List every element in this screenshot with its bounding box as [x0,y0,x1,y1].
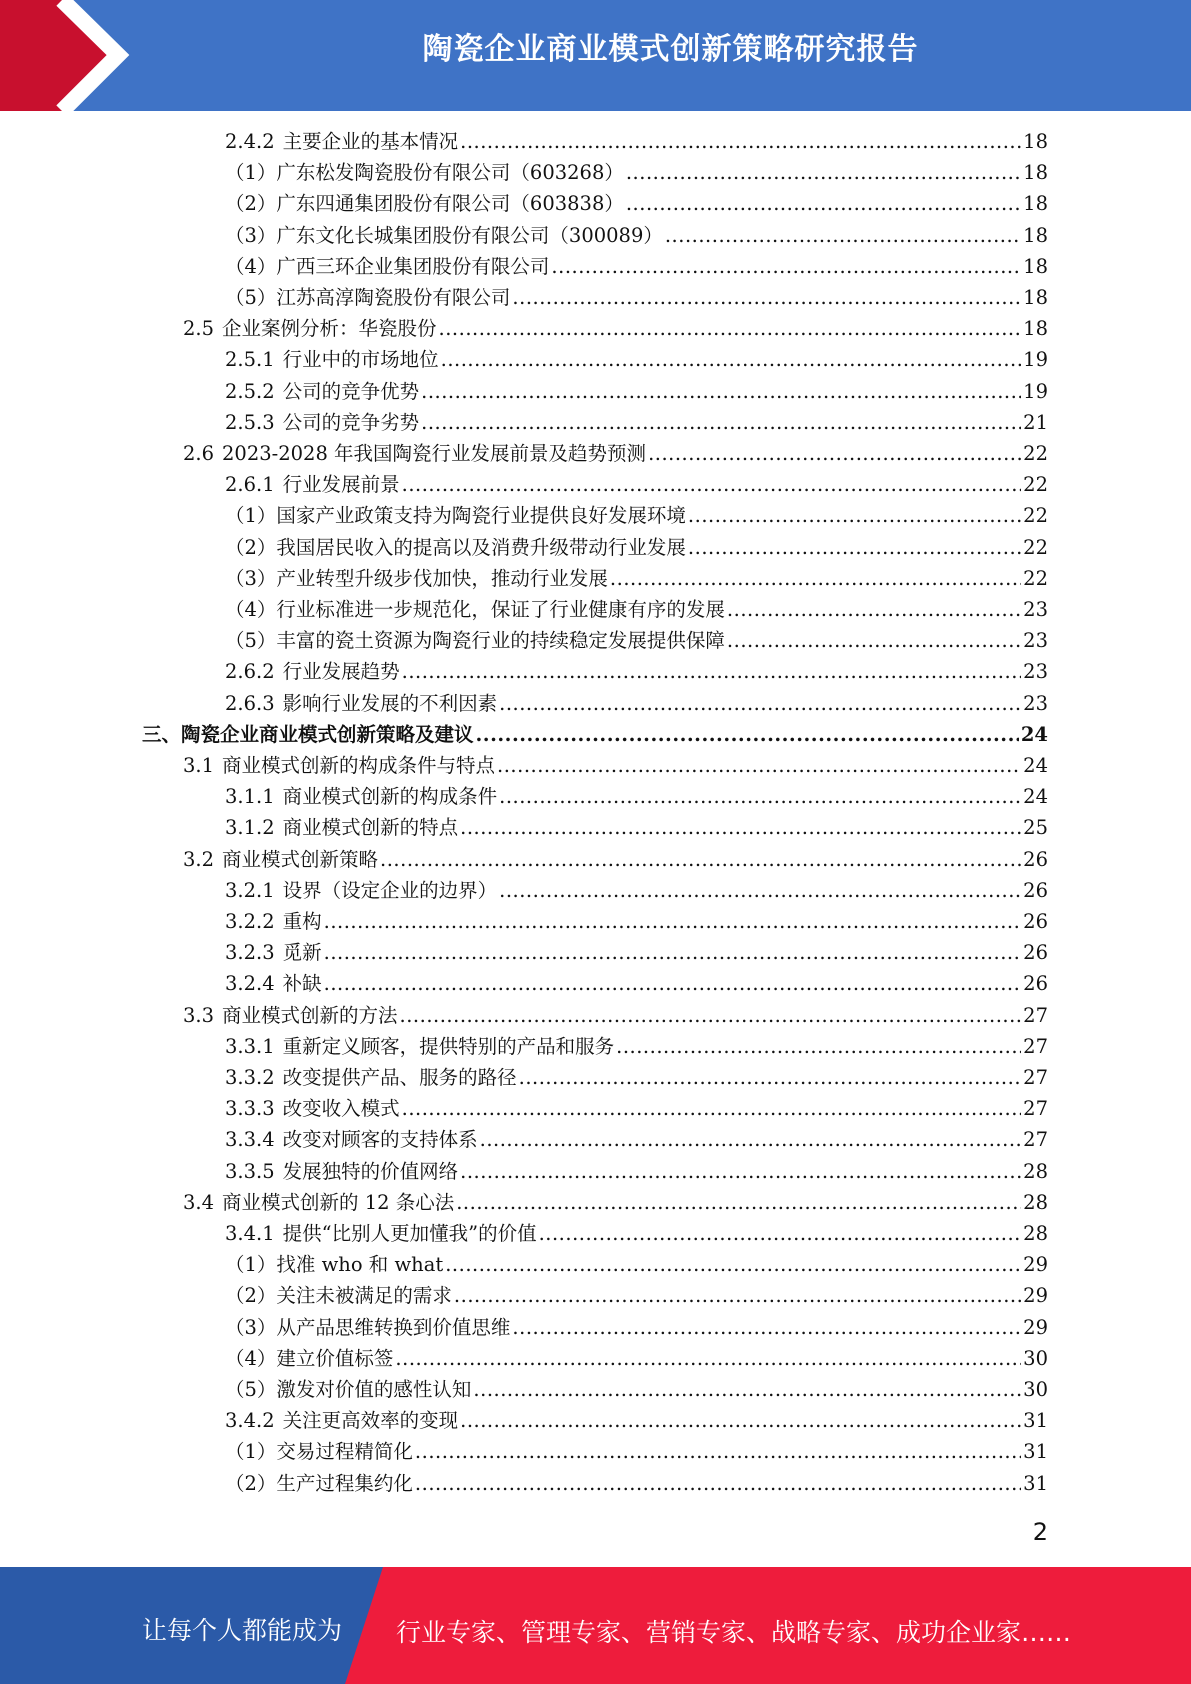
toc-entry-number: 3.4.1 [225,1222,275,1245]
toc-entry-page: 22 [1023,442,1048,465]
toc-leader-dots [727,594,1021,625]
toc-entry-title: 设界（设定企业的边界） [282,878,498,902]
toc-entry-page: 26 [1023,847,1048,871]
toc-entry[interactable] [225,282,1048,313]
toc-entry[interactable] [225,1218,1048,1249]
toc-leader-dots [688,500,1021,531]
toc-leader-dots [539,1218,1022,1249]
toc-entry-title: 影响行业发展的不利因素 [282,691,498,715]
toc-entry-page: 31 [1023,1471,1048,1495]
toc-leader-dots [480,1124,1022,1155]
toc-entry[interactable] [183,750,1048,781]
toc-entry-title: （3）从产品思维转换到价值思维 [225,1315,511,1339]
toc-leader-dots [473,1374,1021,1405]
toc-entry-title: （5）激发对价值的感性认知 [225,1378,472,1401]
toc-entry-title: 发展独特的价值网络 [282,1159,459,1183]
toc-entry-page: 31 [1023,1440,1048,1464]
toc-entry[interactable] [225,251,1048,282]
toc-entry-title: （2）关注未被满足的需求 [225,1284,452,1308]
toc-entry-number: 2.6.3 [225,691,275,715]
toc-entry-page: 18 [1023,254,1048,278]
toc-entry-page: 23 [1023,629,1048,653]
toc-leader-dots [415,1468,1021,1499]
toc-entry-title: 三、陶瓷企业商业模式创新策略及建议 [142,722,474,746]
toc-entry-title: 商业模式创新的构成条件 [282,785,498,809]
toc-entry[interactable] [225,1312,1048,1343]
toc-leader-dots [441,344,1022,375]
toc-entry-page: 26 [1023,910,1048,933]
footer-banner [0,1567,1191,1684]
toc-entry-title: （2）广东四通集团股份有限公司（603838） [225,192,624,216]
toc-entry-page: 30 [1023,1378,1048,1401]
toc-leader-dots [610,563,1021,594]
toc-entry-title: （4）建立价值标签 [225,1346,394,1370]
toc-leader-dots [626,157,1021,188]
toc-entry-title: 商业模式创新的方法 [222,1003,398,1027]
toc-leader-dots [499,781,1021,812]
toc-entry-number: 3.3.3 [225,1097,275,1121]
toc-entry-title: 改变提供产品、服务的路径 [282,1066,517,1089]
toc-entry[interactable] [225,1280,1048,1311]
toc-entry-page: 26 [1023,972,1048,996]
toc-leader-dots [499,688,1021,719]
toc-entry-title: 商业模式创新的构成条件与特点 [222,754,496,777]
toc-leader-dots [626,188,1021,219]
toc-entry-title: 商业模式创新的 12 条心法 [222,1190,455,1214]
toc-entry[interactable] [225,594,1048,625]
toc-leader-dots [497,750,1021,781]
toc-entry-page: 29 [1023,1315,1048,1339]
toc-entry-page: 27 [1023,1034,1048,1058]
toc-entry[interactable] [225,1093,1048,1124]
toc-leader-dots [499,875,1021,906]
toc-entry-page: 29 [1023,1253,1048,1277]
toc-leader-dots [400,1000,1022,1031]
toc-entry-title: （1）广东松发陶瓷股份有限公司（603268） [225,161,624,185]
toc-entry[interactable] [225,625,1048,656]
toc-entry-title: （1）找准 who 和 what [225,1253,444,1277]
toc-entry[interactable] [225,1062,1048,1093]
toc-leader-dots [616,1031,1021,1062]
toc-leader-dots [688,532,1021,563]
toc-entry-page: 18 [1023,223,1048,247]
toc-entry-page: 19 [1023,348,1048,372]
toc-entry-page: 28 [1023,1222,1048,1245]
footer-slogan-left: 让每个人都能成为 [142,1616,343,1645]
toc-entry-number: 3.1 [183,754,215,777]
toc-entry[interactable] [225,157,1048,188]
toc-entry-number: 2.5.3 [225,410,275,434]
toc-entry-number: 3.3.1 [225,1034,275,1058]
toc-entry[interactable] [225,875,1048,906]
toc-entry-number: 2.5.1 [225,348,275,372]
toc-entry-title: （1）交易过程精简化 [225,1440,413,1464]
toc-leader-dots [551,251,1021,282]
toc-entry-page: 23 [1023,598,1048,621]
toc-entry-number: 3.2.3 [225,941,275,965]
toc-entry-number: 3.4 [183,1190,215,1214]
toc-entry-page: 22 [1023,473,1048,497]
toc-entry[interactable] [225,937,1048,968]
toc-entry[interactable] [225,1468,1048,1499]
toc-entry-page: 27 [1023,1097,1048,1121]
toc-entry-number: 2.6.2 [225,660,275,684]
toc-entry-title: （5）丰富的瓷土资源为陶瓷行业的持续稳定发展提供保障 [225,629,725,653]
toc-entry-page: 18 [1023,192,1048,216]
toc-entry-number: 3.1.2 [225,816,275,840]
toc-entry-title: （5）江苏高淳陶瓷股份有限公司 [225,286,511,309]
toc-entry-page: 18 [1023,161,1048,185]
toc-leader-dots [402,1093,1022,1124]
toc-entry[interactable] [225,532,1048,563]
toc-entry[interactable] [225,1436,1048,1467]
toc-leader-dots [324,906,1022,937]
toc-entry-page: 30 [1023,1346,1048,1370]
toc-leader-dots [421,407,1021,438]
toc-entry-number: 2.5 [183,317,215,341]
toc-entry-page: 24 [1023,754,1048,777]
toc-entry-title: 行业发展趋势 [282,660,400,684]
toc-entry[interactable] [183,1187,1048,1218]
toc-leader-dots [648,438,1021,469]
toc-entry-number: 2.6.1 [225,473,275,497]
toc-entry[interactable] [225,656,1048,687]
toc-entry[interactable] [225,220,1048,251]
toc-entry-title: 改变对顾客的支持体系 [282,1128,478,1152]
toc-entry-number: 3.2.2 [225,910,275,933]
toc-entry-title: （3）广东文化长城集团股份有限公司（300089） [225,223,663,247]
toc-entry-page: 27 [1023,1003,1048,1027]
page-number: 2 [1032,1518,1048,1546]
toc-leader-dots [519,1062,1022,1093]
toc-entry-page: 21 [1023,410,1048,434]
toc-leader-dots [454,1280,1021,1311]
toc-entry-page: 18 [1023,286,1048,309]
toc-entry-page: 29 [1023,1284,1048,1308]
toc-entry-title: 重构 [282,910,322,933]
toc-entry-page: 23 [1023,691,1048,715]
toc-entry-title: 公司的竞争优势 [282,379,420,403]
toc-leader-dots [402,656,1022,687]
toc-entry-title: 商业模式创新策略 [222,847,379,871]
toc-entry-title: （1）国家产业政策支持为陶瓷行业提供良好发展环境 [225,504,686,528]
toc-entry[interactable] [183,844,1048,875]
toc-leader-dots [456,1187,1021,1218]
header-banner [0,0,1191,111]
toc-leader-dots [460,126,1021,157]
toc-entry-number: 3.3.2 [225,1066,275,1089]
toc-leader-dots [460,1156,1021,1187]
toc-entry[interactable] [225,1343,1048,1374]
toc-entry-title: 行业发展前景 [282,473,400,497]
toc-leader-dots [402,469,1022,500]
toc-entry-number: 3.2.4 [225,972,275,996]
toc-leader-dots [415,1436,1021,1467]
toc-entry[interactable] [225,1124,1048,1155]
toc-leader-dots [512,1312,1021,1343]
document-title: 陶瓷企业商业模式创新策略研究报告 [422,32,919,67]
toc-entry-title: 重新定义顾客，提供特别的产品和服务 [282,1034,615,1058]
toc-entry[interactable] [225,1405,1048,1436]
toc-entry[interactable] [225,1249,1048,1280]
toc-entry[interactable] [225,968,1048,999]
toc-entry-number: 3.3 [183,1003,215,1027]
toc-entry-title: （4）广西三环企业集团股份有限公司 [225,254,550,278]
toc-entry-title: 关注更高效率的变现 [282,1409,459,1433]
toc-entry-page: 27 [1023,1066,1048,1089]
toc-leader-dots [439,313,1022,344]
toc-entry[interactable] [225,906,1048,937]
toc-entry[interactable] [225,126,1048,157]
toc-leader-dots [421,376,1021,407]
toc-entry-title: （3）产业转型升级步伐加快，推动行业发展 [225,566,608,590]
toc-entry-title: 提供“比别人更加懂我”的价值 [282,1222,537,1245]
toc-entry[interactable] [225,563,1048,594]
toc-entry-page: 22 [1023,566,1048,590]
toc-entry-page: 26 [1023,878,1048,902]
toc-entry[interactable] [225,1374,1048,1405]
toc-entry[interactable] [142,719,1048,750]
toc-entry[interactable] [225,469,1048,500]
toc-leader-dots [380,844,1021,875]
toc-entry[interactable] [183,313,1048,344]
toc-entry-title: 行业中的市场地位 [282,348,439,372]
toc-leader-dots [665,220,1021,251]
toc-entry-page: 28 [1023,1190,1048,1214]
toc-entry-number: 3.3.5 [225,1159,275,1183]
toc-entry-number: 3.2.1 [225,878,275,902]
toc-entry[interactable] [225,376,1048,407]
toc-entry-title: （2）生产过程集约化 [225,1471,413,1495]
toc-entry-number: 3.4.2 [225,1409,275,1433]
toc-entry[interactable] [183,1000,1048,1031]
toc-entry-number: 2.4.2 [225,130,275,153]
toc-entry[interactable] [225,812,1048,843]
toc-entry-number: 2.5.2 [225,379,275,403]
toc-entry-page: 22 [1023,504,1048,528]
toc-entry-page: 31 [1023,1409,1048,1433]
toc-entry-number: 3.2 [183,847,215,871]
toc-entry-title: 公司的竞争劣势 [282,410,420,434]
toc-entry-page: 26 [1023,941,1048,965]
toc-entry-page: 24 [1020,722,1048,746]
toc-entry-number: 3.1.1 [225,785,275,809]
toc-entry[interactable] [225,407,1048,438]
toc-leader-dots [395,1343,1021,1374]
toc-entry-number: 3.3.4 [225,1128,275,1152]
toc-entry[interactable] [225,344,1048,375]
toc-leader-dots [445,1249,1021,1280]
toc-entry-title: 改变收入模式 [282,1097,400,1121]
toc-leader-dots [727,625,1021,656]
toc-leader-dots [476,719,1019,750]
toc-leader-dots [460,1405,1021,1436]
toc-entry-title: 商业模式创新的特点 [282,816,459,840]
toc-entry-title: （4）行业标准进一步规范化，保证了行业健康有序的发展 [225,598,725,621]
toc-entry[interactable] [225,188,1048,219]
toc-entry-page: 23 [1023,660,1048,684]
toc-entry-title: 补缺 [282,972,322,996]
toc-entry-page: 22 [1023,535,1048,559]
toc-entry-page: 18 [1023,317,1048,341]
toc-entry[interactable] [225,781,1048,812]
toc-entry-page: 24 [1023,785,1048,809]
footer-slogan-right: 行业专家、管理专家、营销专家、战略专家、成功企业家…… [396,1618,1072,1647]
toc-entry[interactable] [225,500,1048,531]
toc-entry-number: 2.6 [183,442,215,465]
toc-entry[interactable] [225,688,1048,719]
toc-entry-page: 28 [1023,1159,1048,1183]
toc-entry-title: 主要企业的基本情况 [282,130,459,153]
toc-entry-title: 企业案例分析：华瓷股份 [222,317,437,341]
toc-entry-title: （2）我国居民收入的提高以及消费升级带动行业发展 [225,535,686,559]
toc-entry[interactable] [183,438,1048,469]
toc-entry[interactable] [225,1031,1048,1062]
toc-entry-title: 觅新 [282,941,322,965]
toc-entry-title: 2023-2028 年我国陶瓷行业发展前景及趋势预测 [222,442,647,465]
toc-entry-page: 18 [1023,130,1048,153]
toc-entry-page: 19 [1023,379,1048,403]
toc-leader-dots [324,968,1022,999]
toc-leader-dots [512,282,1021,313]
toc-entry-page: 27 [1023,1128,1048,1152]
toc-entry-page: 25 [1023,816,1048,840]
toc-leader-dots [460,812,1021,843]
toc-entry[interactable] [225,1156,1048,1187]
toc-leader-dots [324,937,1022,968]
